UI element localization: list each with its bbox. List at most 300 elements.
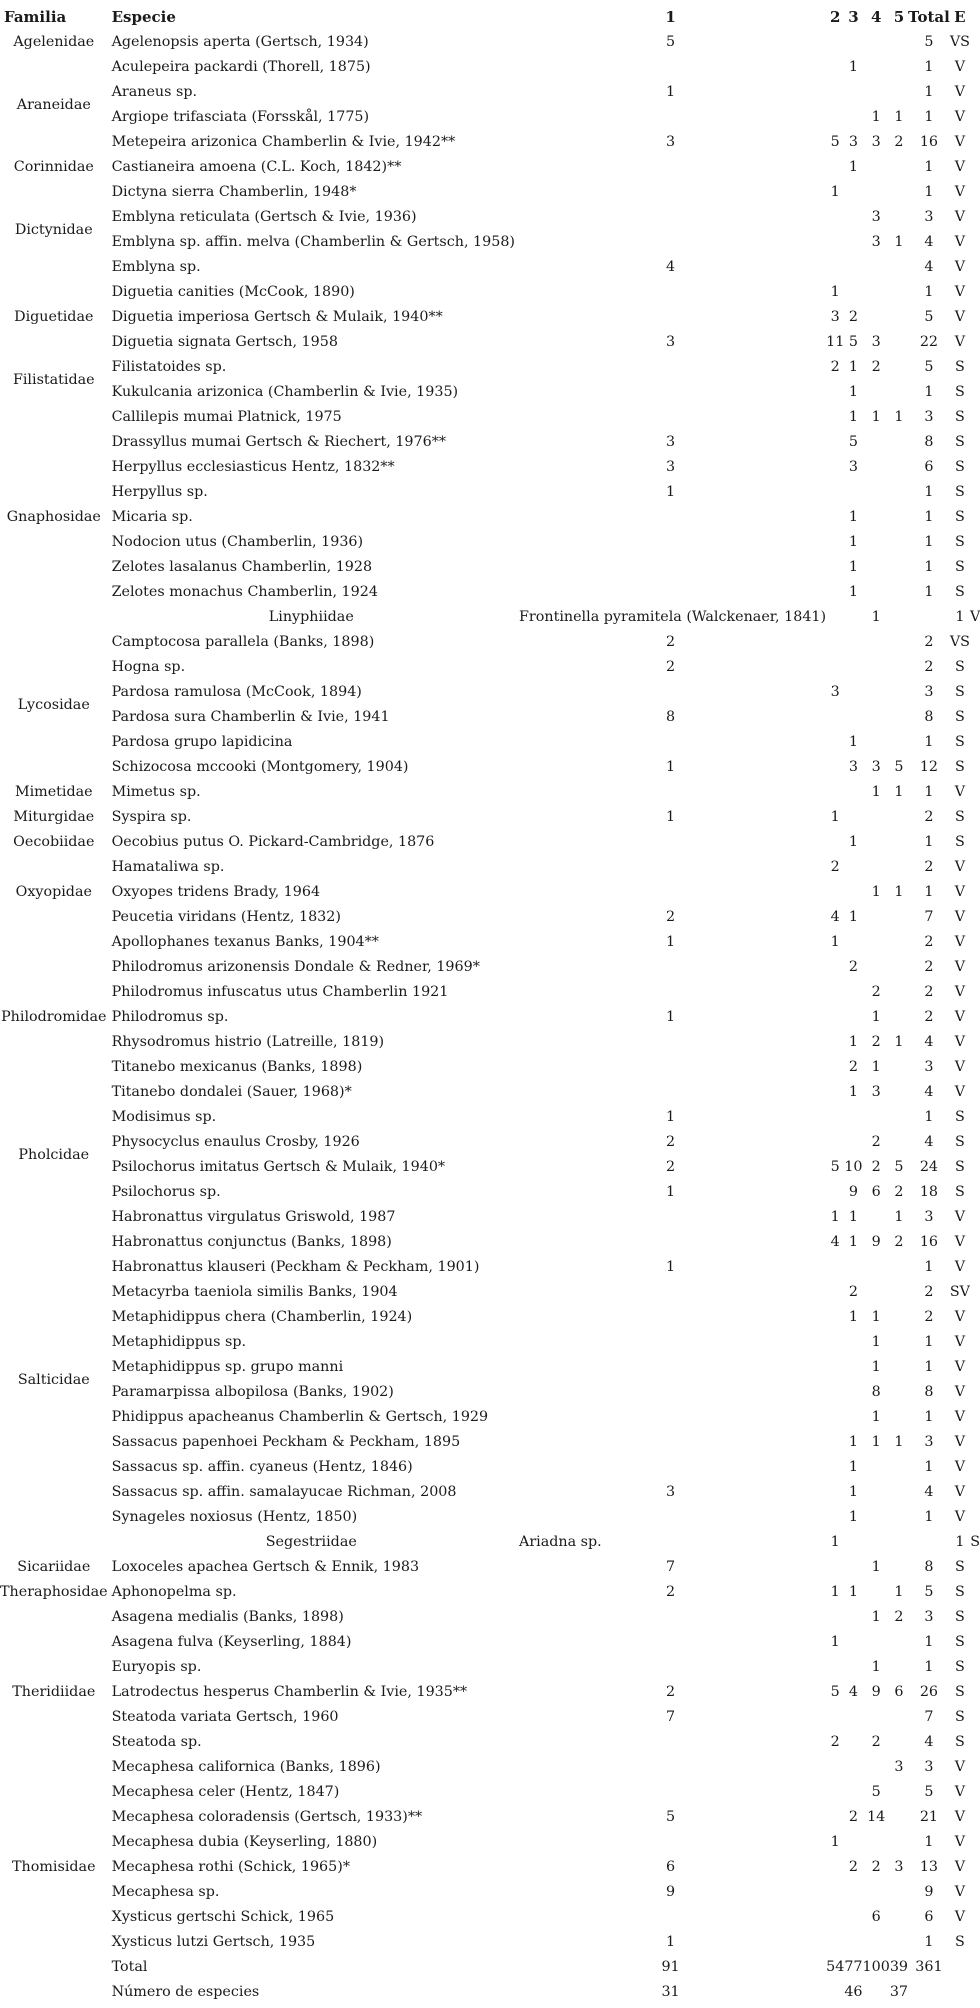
count-site-4: [863, 805, 890, 830]
row-total: 1: [924, 1409, 934, 1425]
count-site-5: [890, 630, 908, 655]
count-site-5: 1: [894, 1434, 904, 1450]
count-site-5: [890, 930, 908, 955]
count-site-5: [890, 1305, 908, 1330]
count-site-1: 1: [666, 1259, 676, 1275]
count-site-4: [863, 80, 890, 105]
count-site-1: 3: [666, 334, 676, 350]
count-site-2: [826, 505, 844, 530]
count-site-2: [826, 455, 844, 480]
count-site-2: [826, 1405, 844, 1430]
count-site-3: 1: [848, 1584, 858, 1600]
species-cell: Steatoda sp.: [111, 1734, 202, 1750]
table-row: [0, 1005, 980, 1030]
count-site-1: [515, 1080, 826, 1105]
count-site-4: [863, 830, 890, 855]
species-cell: Mecaphesa dubia (Keyserling, 1880): [111, 1834, 378, 1850]
count-site-3: 1: [848, 159, 858, 175]
count-site-2: [826, 230, 844, 255]
species-cell: Metaphidippus chera (Chamberlin, 1924): [111, 1309, 413, 1325]
family-cell: Theridiidae: [12, 1684, 96, 1700]
family-cell: Miturgidae: [13, 809, 95, 825]
count-site-2: 2: [830, 859, 840, 875]
stratum-code: V: [954, 309, 966, 325]
count-site-4: [863, 1455, 890, 1480]
stratum-code: V: [954, 784, 966, 800]
count-site-3: [844, 1905, 862, 1930]
species-cell: Modisimus sp.: [111, 1109, 217, 1125]
count-site-3: 1: [848, 1484, 858, 1500]
row-total: 5: [924, 1584, 934, 1600]
table-row: [0, 255, 980, 280]
family-cell: Oecobiidae: [13, 834, 95, 850]
stratum-code: S: [954, 1659, 965, 1675]
total-site-2: 54: [826, 1959, 845, 1975]
species-cell: Philodromus infuscatus utus Chamberlin 1921: [111, 984, 449, 1000]
table-row: [0, 1530, 980, 1555]
count-site-1: [515, 980, 826, 1005]
table-row: [0, 1305, 980, 1330]
stratum-code: S: [954, 1134, 965, 1150]
count-site-5: [890, 1930, 908, 1955]
table-row: [0, 1055, 980, 1080]
species-cell: Habronattus conjunctus (Banks, 1898): [111, 1234, 392, 1250]
count-site-2: [826, 1605, 844, 1630]
row-total: 22: [919, 334, 939, 350]
count-site-1: [515, 55, 826, 80]
count-site-4: 2: [871, 1159, 881, 1175]
count-site-5: 2: [894, 1234, 904, 1250]
row-total: 1: [924, 559, 934, 575]
species-cell: Filistatoides sp.: [111, 359, 227, 375]
count-site-1: [515, 505, 826, 530]
count-site-4: [863, 530, 890, 555]
species-cell: Aculepeira packardi (Thorell, 1875): [111, 59, 371, 75]
count-site-3: 1: [848, 584, 858, 600]
count-site-2: [826, 1380, 844, 1405]
count-site-5: 1: [894, 1584, 904, 1600]
totals-row: [0, 1955, 980, 1980]
count-site-2: [826, 1255, 844, 1280]
count-site-1: 1: [830, 1534, 840, 1550]
row-total: 12: [919, 759, 939, 775]
family-cell: Sicariidae: [17, 1559, 91, 1575]
table-row: [0, 1405, 980, 1430]
species-cell: Xysticus lutzi Gertsch, 1935: [111, 1934, 316, 1950]
count-site-5: [890, 1280, 908, 1305]
species-cell: Asagena medialis (Banks, 1898): [111, 1609, 344, 1625]
count-site-5: [890, 430, 908, 455]
stratum-code: V: [954, 1784, 966, 1800]
header-site-2: 2: [829, 8, 841, 26]
count-site-2: [826, 1930, 844, 1955]
count-site-1: 2: [666, 1159, 676, 1175]
row-total: 1: [924, 184, 934, 200]
count-site-3: 10: [844, 1159, 863, 1175]
row-total: 1: [924, 1359, 934, 1375]
species-cell: Sassacus sp. affin. cyaneus (Hentz, 1846): [111, 1459, 413, 1475]
count-site-2: [826, 830, 844, 855]
stratum-code: V: [954, 934, 966, 950]
count-site-2: [826, 580, 844, 605]
count-site-3: 1: [848, 59, 858, 75]
row-total: 6: [924, 459, 934, 475]
species-cell: Syspira sp.: [111, 809, 192, 825]
count-site-3: [844, 80, 862, 105]
count-site-1: [515, 955, 826, 980]
row-total: 24: [919, 1159, 939, 1175]
count-site-2: 4: [830, 1234, 840, 1250]
total-site-3: 77: [844, 1959, 863, 1975]
row-total: 1: [924, 1459, 934, 1475]
table-row: [0, 1455, 980, 1480]
count-site-3: [844, 1780, 862, 1805]
family-cell: Philodromidae: [1, 1009, 107, 1025]
count-site-4: [863, 155, 890, 180]
table-row: [0, 1355, 980, 1380]
count-site-4: [863, 1705, 890, 1730]
count-site-5: [890, 205, 908, 230]
count-site-2: [826, 1180, 844, 1205]
count-site-5: 1: [894, 1034, 904, 1050]
count-site-2: [826, 1855, 844, 1880]
count-site-3: [844, 1705, 862, 1730]
count-site-4: 3: [871, 759, 881, 775]
count-site-5: [890, 580, 908, 605]
count-site-1: [515, 205, 826, 230]
species-cell: Argiope trifasciata (Forsskål, 1775): [111, 109, 370, 125]
stratum-code: S: [954, 1709, 965, 1725]
count-site-5: [890, 730, 908, 755]
species-cell: Araneus sp.: [111, 84, 198, 100]
species-cell: Sassacus sp. affin. samalayucae Richman, 2008: [111, 1484, 457, 1500]
family-cell: Linyphiidae: [268, 609, 354, 625]
count-site-4: [863, 505, 890, 530]
count-site-1: [515, 1330, 826, 1355]
count-site-5: [890, 1880, 908, 1905]
row-total: 2: [924, 1009, 934, 1025]
table-row: [0, 780, 980, 805]
stratum-code: S: [954, 834, 965, 850]
table-row: [0, 980, 980, 1005]
count-site-1: [515, 1755, 826, 1780]
stratum-code: VS: [949, 634, 970, 650]
species-cell: Philodromus sp.: [111, 1009, 229, 1025]
row-total: 1: [924, 284, 934, 300]
table-row: [0, 130, 980, 155]
table-row: [0, 805, 980, 830]
stratum-code: V: [954, 59, 966, 75]
count-site-1: 7: [666, 1559, 676, 1575]
count-site-3: [844, 1630, 862, 1655]
count-site-2: [826, 1330, 844, 1355]
stratum-code: V: [954, 959, 966, 975]
row-total: 5: [924, 359, 934, 375]
count-site-4: 1: [871, 1434, 881, 1450]
count-site-3: [844, 1005, 862, 1030]
family-cell: Gnaphosidae: [6, 509, 101, 525]
row-total: 8: [924, 434, 934, 450]
count-site-1: [515, 280, 826, 305]
count-site-1: [515, 1455, 826, 1480]
count-site-2: [826, 430, 844, 455]
count-site-5: 2: [894, 1184, 904, 1200]
count-site-5: [890, 1705, 908, 1730]
table-row: [0, 1205, 980, 1230]
count-site-1: [515, 305, 826, 330]
stratum-code: V: [954, 909, 966, 925]
table-row: [0, 80, 980, 105]
row-total: 13: [919, 1859, 939, 1875]
species-cell: Apollophanes texanus Banks, 1904**: [111, 934, 379, 950]
count-site-5: 1: [894, 884, 904, 900]
count-site-4: [890, 605, 908, 630]
count-site-1: [515, 1605, 826, 1630]
count-site-1: [515, 230, 826, 255]
count-site-2: [826, 1505, 844, 1530]
table-row: [0, 355, 980, 380]
row-total: 4: [924, 1734, 934, 1750]
count-site-2: [826, 1355, 844, 1380]
table-row: [0, 705, 980, 730]
species-cell: Metaphidippus sp.: [111, 1334, 247, 1350]
count-site-1: [515, 1905, 826, 1930]
count-site-3: [844, 1930, 862, 1955]
family-cell: Lycosidae: [17, 696, 90, 713]
count-site-5: [890, 805, 908, 830]
table-header: [0, 5, 980, 30]
stratum-code: V: [954, 284, 966, 300]
count-site-3: [844, 480, 862, 505]
table-row: [0, 1555, 980, 1580]
count-site-4: [863, 555, 890, 580]
count-site-4: 1: [871, 1059, 881, 1075]
count-site-4: 1: [871, 784, 881, 800]
count-site-1: [515, 1030, 826, 1055]
table-row: [0, 1880, 980, 1905]
family-cell: Pholcidae: [18, 1146, 90, 1163]
table-row: [0, 1105, 980, 1130]
count-site-5: [890, 855, 908, 880]
count-site-2: [826, 1030, 844, 1055]
count-site-5: [890, 705, 908, 730]
family-cell: Corinnidae: [13, 159, 94, 175]
count-site-3: [844, 630, 862, 655]
count-site-5: [908, 605, 950, 630]
count-site-3: 2: [848, 309, 858, 325]
stratum-code: S: [954, 659, 965, 675]
species-count-label: Número de especies: [111, 1984, 260, 2000]
header-e: E: [954, 8, 966, 26]
count-site-3: [844, 1405, 862, 1430]
count-site-1: 1: [666, 84, 676, 100]
count-site-3: 1: [871, 609, 881, 625]
count-site-5: [890, 1005, 908, 1030]
row-total: 1: [924, 1834, 934, 1850]
count-site-1: [515, 880, 826, 905]
count-site-5: [908, 1530, 950, 1555]
count-site-5: [890, 1055, 908, 1080]
table-row: [0, 880, 980, 905]
count-site-3: 1: [848, 534, 858, 550]
table-row: [0, 105, 980, 130]
count-site-2: [826, 480, 844, 505]
count-site-2: [826, 55, 844, 80]
count-site-3: [844, 230, 862, 255]
species-cell: Emblyna sp. affin. melva (Chamberlin & Gertsch, 1958): [111, 234, 515, 250]
stratum-code: S: [954, 734, 965, 750]
row-total: 8: [924, 1384, 934, 1400]
row-total: 4: [924, 234, 934, 250]
table-row: [0, 1155, 980, 1180]
count-site-2: [826, 205, 844, 230]
stratum-code: V: [954, 1509, 966, 1525]
stratum-code: V: [954, 1484, 966, 1500]
row-total: 1: [955, 1534, 965, 1550]
species-cell: Aphonopelma sp.: [111, 1584, 237, 1600]
count-site-1: [515, 105, 826, 130]
table-row: [0, 1680, 980, 1705]
table-row: [0, 930, 980, 955]
row-total: 1: [924, 534, 934, 550]
table-row: [0, 605, 980, 630]
count-site-2: [826, 980, 844, 1005]
stratum-code: VS: [949, 34, 970, 50]
count-site-4: [863, 1880, 890, 1905]
table-row: [0, 905, 980, 930]
count-site-1: 3: [666, 434, 676, 450]
count-site-4: [863, 430, 890, 455]
species-cell: Mecaphesa coloradensis (Gertsch, 1933)**: [111, 1809, 423, 1825]
species-cell: Ariadna sp.: [519, 1534, 602, 1550]
stratum-code: V: [954, 1809, 966, 1825]
count-site-4: 6: [871, 1909, 881, 1925]
count-site-5: [890, 80, 908, 105]
count-site-3: [844, 1330, 862, 1355]
row-total: 7: [924, 1709, 934, 1725]
count-site-3: 2: [848, 1284, 858, 1300]
table-row: [0, 1030, 980, 1055]
species-cell: Metaphidippus sp. grupo manni: [111, 1359, 344, 1375]
count-site-5: [890, 180, 908, 205]
species-cell: Pardosa grupo lapidicina: [111, 734, 293, 750]
count-site-3: [844, 1105, 862, 1130]
table-row: [0, 1730, 980, 1755]
count-site-5: [890, 555, 908, 580]
family-cell: Diguetidae: [14, 309, 94, 325]
count-site-1: [515, 555, 826, 580]
row-total: 1: [924, 1509, 934, 1525]
count-site-4: [863, 930, 890, 955]
count-site-2: [826, 1555, 844, 1580]
count-site-2: 1: [830, 1209, 840, 1225]
count-site-5: [890, 155, 908, 180]
count-site-3: [844, 1380, 862, 1405]
table-row: [0, 1080, 980, 1105]
count-site-2: 1: [830, 1834, 840, 1850]
count-site-3: 3: [848, 134, 858, 150]
row-total: 16: [919, 1234, 939, 1250]
species-cell: Micaria sp.: [111, 509, 193, 525]
count-site-3: 2: [848, 1059, 858, 1075]
stratum-code: V: [954, 984, 966, 1000]
count-site-4: [863, 955, 890, 980]
row-total: 1: [924, 384, 934, 400]
table-row: [0, 955, 980, 980]
count-site-3: [844, 780, 862, 805]
row-total: 3: [924, 1059, 934, 1075]
count-site-1: 1: [666, 1934, 676, 1950]
table-row: [0, 205, 980, 230]
count-site-3: 1: [848, 1434, 858, 1450]
count-site-2: [826, 730, 844, 755]
count-site-4: [863, 1630, 890, 1655]
stratum-code: V: [954, 1209, 966, 1225]
count-site-4: [863, 455, 890, 480]
count-site-1: [515, 1355, 826, 1380]
row-total: 1: [924, 59, 934, 75]
count-site-2: [826, 755, 844, 780]
count-site-3: [844, 1880, 862, 1905]
count-site-3: 1: [848, 359, 858, 375]
count-site-1: [515, 1405, 826, 1430]
count-site-2: [826, 555, 844, 580]
count-site-4: [863, 280, 890, 305]
count-site-5: [890, 1255, 908, 1280]
species-cell: Peucetia viridans (Hentz, 1832): [111, 909, 341, 925]
stratum-code: S: [954, 584, 965, 600]
species-cell: Metacyrba taeniola similis Banks, 1904: [111, 1284, 398, 1300]
count-site-2: 4: [830, 909, 840, 925]
count-site-3: [844, 680, 862, 705]
count-site-5: 1: [894, 109, 904, 125]
count-site-3: 4: [848, 1684, 858, 1700]
grand-total: 361: [915, 1959, 943, 1975]
row-total: 1: [924, 1634, 934, 1650]
stratum-code: S: [954, 1734, 965, 1750]
count-site-5: [890, 680, 908, 705]
table-row: [0, 580, 980, 605]
table-row: [0, 1655, 980, 1680]
table-row: [0, 305, 980, 330]
count-site-4: 1: [871, 1009, 881, 1025]
count-site-3: [844, 1830, 862, 1855]
count-site-2: [826, 405, 844, 430]
count-site-1: [515, 155, 826, 180]
count-site-4: 2: [871, 1859, 881, 1875]
count-site-3: 1: [848, 509, 858, 525]
count-site-3: 2: [848, 1859, 858, 1875]
stratum-code: S: [954, 709, 965, 725]
row-total: 1: [924, 509, 934, 525]
stratum-code: S: [954, 1934, 965, 1950]
count-site-4: 1: [871, 1309, 881, 1325]
header-site-1: 1: [665, 8, 676, 26]
count-site-4: [863, 730, 890, 755]
count-site-2: [826, 1280, 844, 1305]
stratum-code: V: [954, 184, 966, 200]
row-total: 4: [924, 259, 934, 275]
count-site-1: [515, 1205, 826, 1230]
count-site-2: [826, 105, 844, 130]
stratum-code: V: [954, 1034, 966, 1050]
count-site-2: 11: [826, 334, 845, 350]
species-cell: Asagena fulva (Keyserling, 1884): [111, 1634, 352, 1650]
row-total: 3: [924, 209, 934, 225]
count-site-4: [863, 1580, 890, 1605]
count-site-3: 1: [848, 1459, 858, 1475]
table-row: [0, 230, 980, 255]
